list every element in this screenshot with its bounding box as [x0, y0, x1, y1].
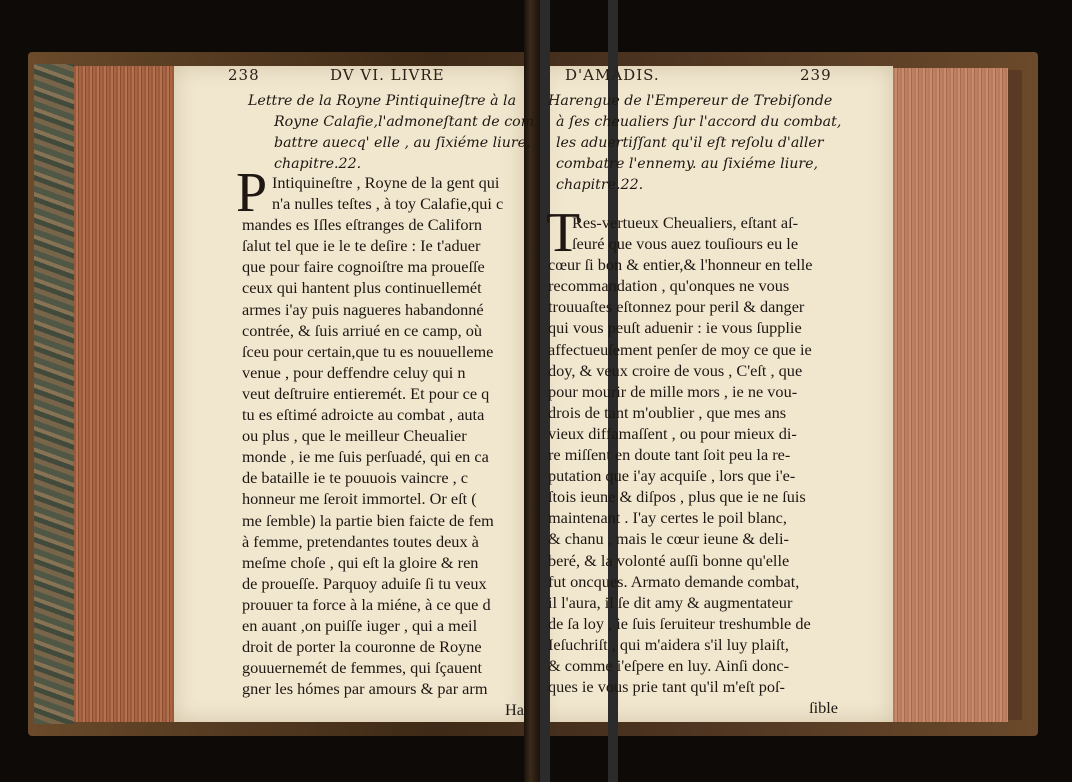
body-line: doy, & veux croire de vous , C'eſt , que — [548, 360, 803, 380]
body-line: ou plus , que le meilleur Cheualier — [242, 426, 467, 446]
body-line: il l'aura, il ſe dit amy & augmentateur — [548, 592, 793, 612]
body-line: de bataille ie te pouuois vaincre , c — [242, 468, 469, 488]
body-line: gouuernemét de femmes, qui ſçauent — [242, 658, 483, 678]
body-line: gner les hómes par amours & par arm — [242, 679, 488, 699]
body-line: maintenant . I'ay certes le poil blanc, — [548, 508, 787, 528]
marbled-endpaper — [34, 64, 74, 724]
body-line: que pour faire cognoiſtre ma proueſſe — [242, 257, 485, 277]
body-line: honneur me ſeroit immortel. Or eſt ( — [242, 489, 477, 509]
body-line: ques ie vous prie tant qu'il m'eſt poſ- — [548, 677, 785, 697]
left-running-head: DV VI. LIVRE — [330, 66, 445, 84]
title-line: Lettre de la Royne Pintiquineſtre à la — [248, 93, 517, 109]
left-drop-cap: P — [236, 162, 268, 224]
right-body-text — [548, 212, 838, 718]
body-line: ſalut tel que ie le te deſire : Ie t'aduer — [242, 236, 481, 256]
body-line: droit de porter la couronne de Royne — [242, 637, 482, 657]
left-body-text — [242, 172, 524, 720]
right-page-number: 239 — [800, 66, 832, 84]
title-line: Harengue de l'Empereur de Trebiſonde — [548, 93, 833, 109]
body-line: ſceu pour certain,que tu es nouuelleme — [242, 341, 494, 361]
body-line: vieux diffamaſſent , ou pour mieux di- — [548, 423, 797, 443]
body-line: cœur ſi bon & entier,& l'honneur en telle — [548, 255, 813, 275]
body-line: ſeuré que vous auez touſiours eu le — [572, 234, 799, 254]
body-line: tu es eſtimé adroicte au combat , auta — [242, 405, 485, 425]
body-line: beré, & la volonté auſſi bonne qu'elle — [548, 550, 790, 570]
left-page-edges — [74, 66, 174, 722]
body-line: armes i'ay puis nagueres habandonné — [242, 299, 484, 319]
left-page-number: 238 — [228, 66, 260, 84]
body-line: affectueuſement penſer de moy ce que ie — [548, 339, 812, 359]
body-line: Res-vertueux Cheualiers, eſtant aſ- — [572, 213, 799, 232]
catchword: Ha — [505, 700, 524, 720]
right-chapter-title — [548, 91, 841, 196]
title-line: les aduertiſſant qu'il eſt reſolu d'aller — [556, 135, 824, 151]
right-drop-cap: T — [546, 202, 581, 264]
body-line: Ieſuchriſt , qui m'aidera s'il luy plaiſt, — [548, 634, 789, 654]
body-line: drois de tant m'oublier , que mes ans — [548, 402, 787, 422]
body-line: trouuaſtes eſtonnez pour peril & danger — [548, 297, 805, 317]
right-cover-edge — [1008, 70, 1022, 720]
body-line: prouuer ta force à la miéne, à ce que d — [242, 594, 491, 614]
title-line: Royne Calafie,l'admoneſtant de com — [274, 114, 535, 130]
body-line: mandes es Iſles eſtranges de Californ — [242, 215, 483, 235]
body-line: recommandation , qu'onques ne vous — [548, 276, 790, 296]
body-line: & comme i'eſpere en luy. Ainſi donc- — [548, 655, 790, 675]
body-line: veut deſtruire entieremét. Et pour ce q — [242, 383, 490, 403]
body-line: à femme, pretendantes toutes deux à — [242, 531, 479, 551]
right-page-edges — [893, 68, 1008, 722]
body-line: de proueſſe. Parquoy aduiſe ſi tu veux — [242, 573, 487, 593]
body-line: re miſſent en doute tant ſoit peu la re- — [548, 445, 791, 465]
right-running-head: D'AMADIS. — [565, 66, 660, 84]
title-line: battre auecq' elle , au ſixiéme liure, — [274, 135, 531, 151]
body-line: venue , pour deffendre celuy qui n — [242, 362, 466, 382]
title-line: à ſes cheualiers ſur l'accord du combat, — [556, 114, 842, 130]
body-line: fut oncques. Armato demande combat, — [548, 571, 800, 591]
body-line: n'a nulles teſtes , à toy Calafie,qui c — [272, 194, 504, 214]
body-line: meſme choſe , qui eſt la gloire & ren — [242, 552, 479, 572]
body-line: contrée, & ſuis arriué en ce camp, où — [242, 320, 483, 340]
body-line: monde , ie me ſuis perſuadé, qui en ca — [242, 447, 489, 467]
left-chapter-title — [248, 91, 534, 175]
catchword: ſible — [809, 698, 838, 718]
body-line: pour mourir de mille mors , ie ne vou- — [548, 381, 798, 401]
title-line: combatre l'ennemy. au ſixiéme liure, — [556, 156, 819, 172]
title-line: chapitre.22. — [274, 156, 362, 172]
body-line: putation que i'ay acquiſe , lors que i'e- — [548, 466, 796, 486]
body-line: qui vous peuſt aduenir : ie vous ſupplie — [548, 318, 802, 338]
body-line: & chanu , mais le cœur ieune & deli- — [548, 529, 789, 549]
title-line: chapitre.22. — [556, 177, 644, 193]
body-line: me ſemble) la partie bien faicte de fem — [242, 510, 494, 530]
body-line: ceux qui hantent plus continuellemét — [242, 278, 482, 298]
body-line: ſtois ieune & diſpos , plus que ie ne ſuis — [548, 487, 806, 507]
body-line: en auant ,on puiſſe iuger , qui a meil — [242, 615, 478, 635]
body-line: Intiquineſtre , Royne de la gent qui — [272, 173, 500, 192]
body-line: de ſa loy , ie ſuis ſeruiteur treshumble de — [548, 613, 811, 633]
